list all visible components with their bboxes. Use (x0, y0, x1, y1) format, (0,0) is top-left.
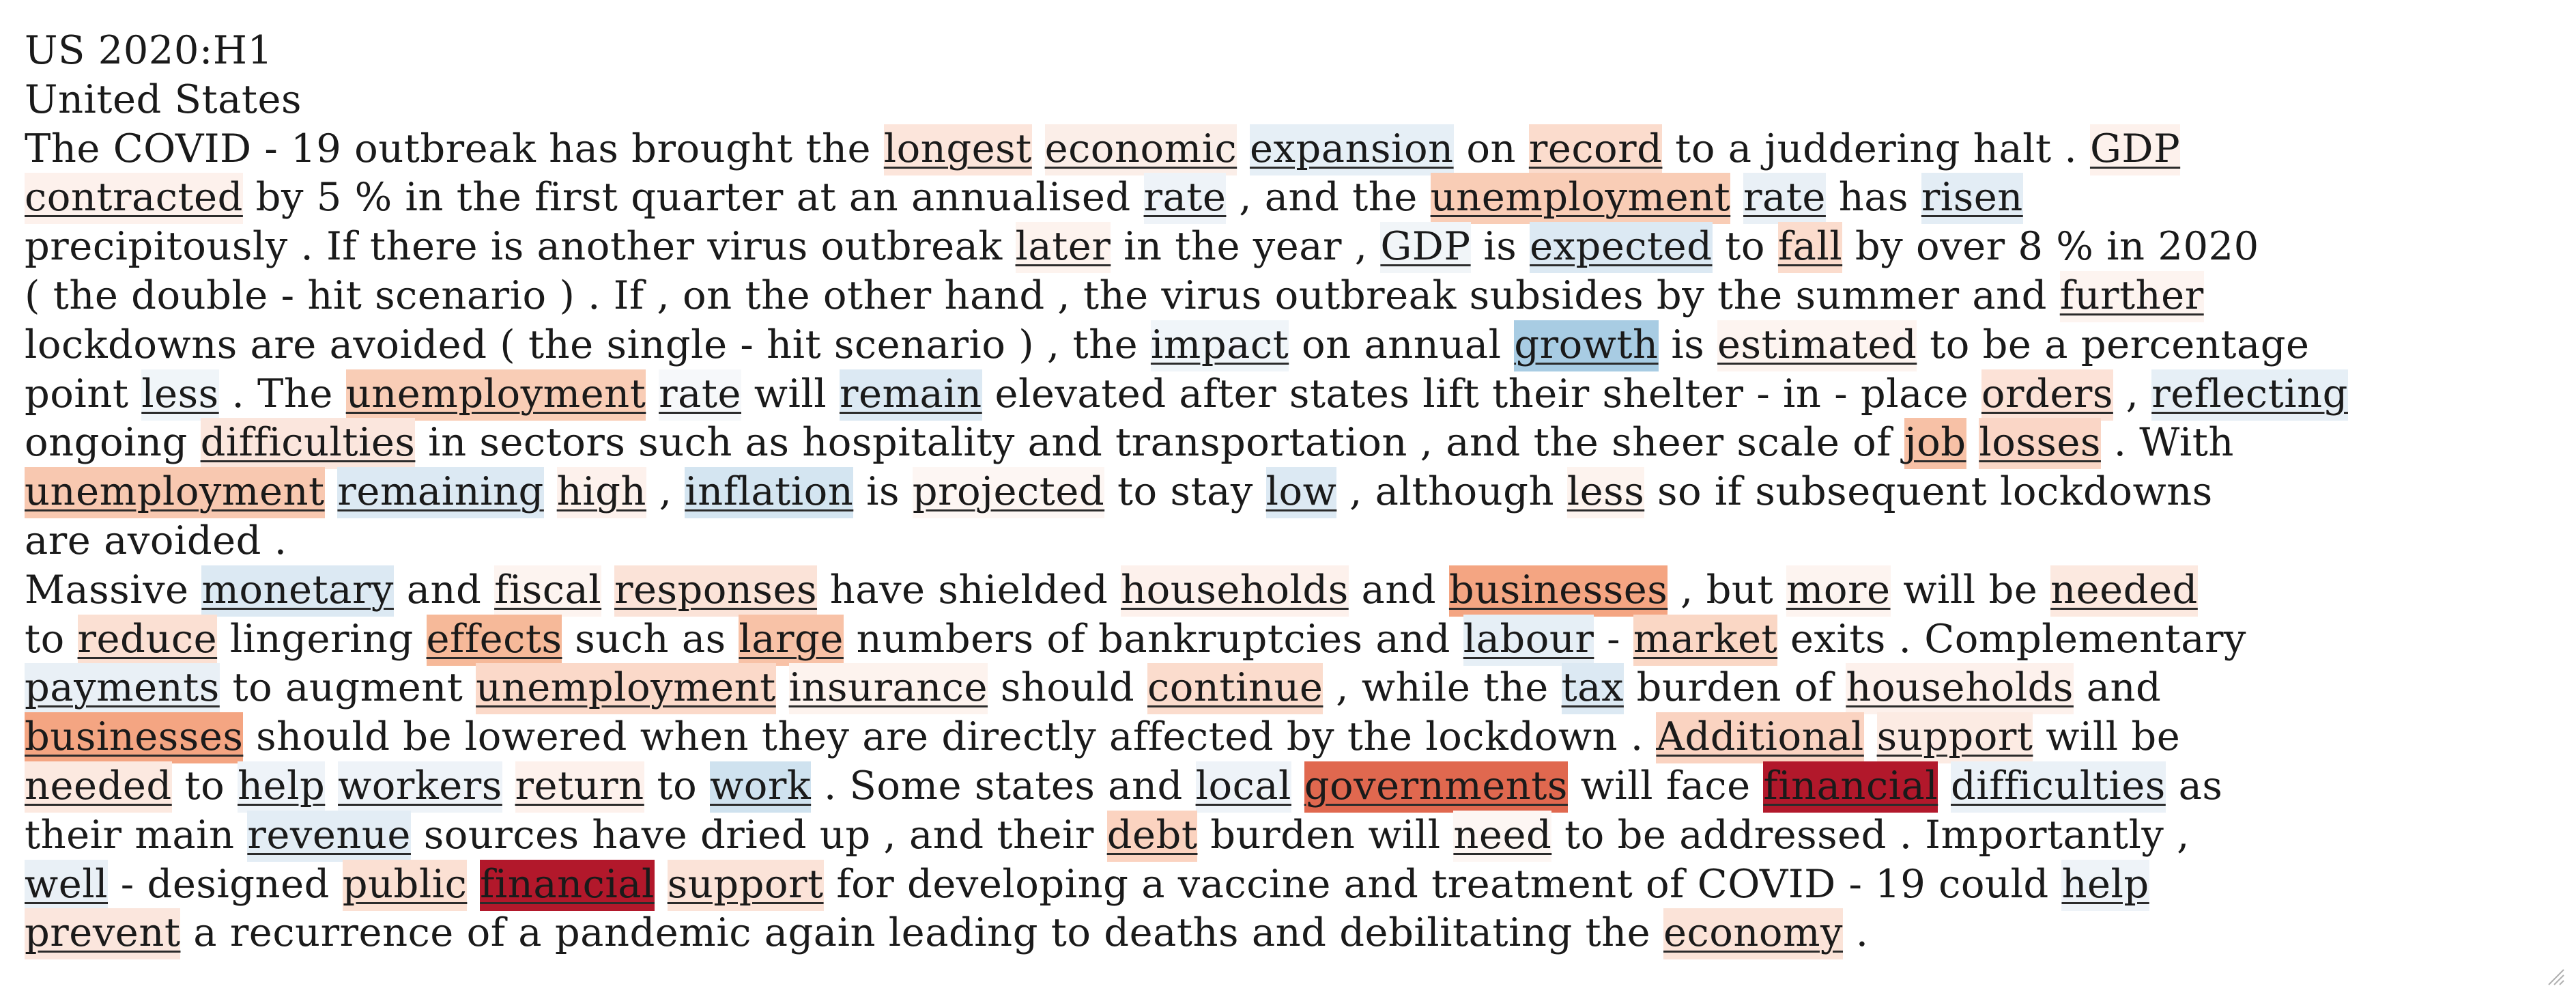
highlighted-word: workers (338, 761, 502, 813)
text-span: . Some states and (811, 762, 1196, 809)
text-span: such as (562, 615, 739, 662)
text-line (25, 418, 2550, 467)
text-span: point (25, 370, 142, 417)
highlighted-word: less (1567, 467, 1644, 518)
text-span (646, 371, 659, 417)
highlighted-word: economic (1045, 124, 1237, 175)
text-span: for developing a vaccine and treatment of COVID - 19 could (823, 860, 2062, 907)
text-span: by 5 % in the first quarter at an annualised (242, 174, 1144, 221)
text-span: a recurrence of a pandemic again leading to deaths and debilitating the (180, 910, 1663, 956)
text-span: to a juddering halt . (1662, 125, 2090, 171)
highlighted-word: market (1633, 615, 1777, 666)
text-span: will face (1567, 762, 1764, 809)
text-span (1966, 419, 1979, 465)
highlighted-word: governments (1304, 761, 1568, 813)
text-span: United States (25, 76, 302, 122)
text-span: ongoing (25, 419, 201, 466)
text-span: to be addressed . Importantly , (1551, 811, 2190, 858)
text-span (1730, 174, 1743, 220)
text-span: so if subsequent lockdowns (1644, 468, 2213, 515)
highlighted-word: help (238, 761, 325, 813)
highlighted-word: orders (1981, 369, 2113, 421)
resize-grip-icon[interactable] (2543, 964, 2566, 987)
highlighted-word: labour (1463, 615, 1594, 666)
text-span: sources have dried up , and their (410, 811, 1107, 858)
highlighted-word: impact (1151, 320, 1289, 371)
highlighted-word: payments (25, 663, 220, 714)
highlighted-word: GDP (2090, 124, 2180, 175)
text-span: , although (1336, 468, 1567, 515)
highlighted-word: needed (25, 761, 172, 813)
highlighted-word: remaining (337, 467, 543, 518)
text-span: and (1348, 566, 1449, 613)
text-span: lingering (217, 615, 427, 662)
text-span: in the year , (1111, 223, 1381, 270)
highlighted-word: return (515, 761, 644, 813)
highlighted-word: support (1877, 712, 2033, 763)
text-span (655, 861, 668, 907)
text-span: should be lowered when they are directly affected by the lockdown . (243, 714, 1657, 760)
text-line (25, 860, 2550, 909)
highlighted-word: longest (884, 124, 1032, 175)
highlighted-word: financial (1763, 761, 1938, 813)
text-span: on annual (1289, 321, 1515, 367)
highlighted-word: financial (480, 860, 655, 911)
text-span (467, 861, 480, 907)
text-span: , (646, 468, 685, 515)
highlighted-word: unemployment (346, 369, 646, 421)
text-span (776, 664, 789, 710)
highlighted-word: reduce (78, 615, 218, 666)
text-span: lockdowns are avoided ( the single - hit scenario ) , the (25, 321, 1151, 367)
text-line (25, 908, 2550, 957)
text-span: to augment (219, 664, 476, 711)
text-line (25, 615, 2550, 664)
text-span: as (2165, 762, 2223, 809)
text-span: will (741, 370, 840, 417)
highlighted-word: contracted (25, 173, 243, 224)
highlighted-text-document (25, 26, 2550, 957)
highlighted-word: need (1453, 811, 1551, 862)
text-line (25, 712, 2550, 761)
text-span (1938, 763, 1951, 809)
text-span: . (1843, 910, 1869, 956)
text-line (25, 124, 2550, 173)
text-span (544, 468, 557, 514)
text-span: and (2073, 664, 2162, 711)
highlighted-word: responses (614, 565, 817, 617)
highlighted-word: needed (2050, 565, 2198, 617)
highlighted-word: losses (1979, 418, 2101, 469)
highlighted-word: Additional (1656, 712, 1863, 763)
text-span: to stay (1104, 468, 1266, 515)
text-line (25, 320, 2550, 369)
text-span: . The (218, 370, 346, 417)
highlighted-word: rate (1743, 173, 1826, 224)
text-line (25, 369, 2550, 419)
highlighted-word: growth (1514, 320, 1658, 371)
text-span: elevated after states lift their shelter - in - place (982, 370, 1981, 417)
text-span: to (171, 762, 238, 809)
highlighted-word: record (1529, 124, 1663, 175)
highlighted-word: unemployment (25, 467, 325, 518)
highlighted-word: households (1846, 663, 2074, 714)
highlighted-word: projected (913, 467, 1104, 518)
highlighted-word: expected (1530, 222, 1712, 273)
text-line (25, 173, 2550, 222)
highlighted-word: unemployment (476, 663, 776, 714)
highlighted-word: public (343, 860, 468, 911)
text-line (25, 222, 2550, 271)
text-line (25, 516, 2550, 565)
highlighted-word: large (739, 615, 844, 666)
text-span (601, 567, 614, 613)
text-span (1864, 714, 1877, 759)
highlighted-word: insurance (789, 663, 988, 714)
text-span: to (1712, 223, 1778, 270)
text-span (1032, 126, 1045, 171)
text-span: in sectors such as hospitality and transportation , and the sheer scale of (415, 419, 1904, 466)
text-span (325, 468, 338, 514)
text-span: on (1453, 125, 1529, 171)
text-span: numbers of bankruptcies and (843, 615, 1463, 662)
text-span: , but (1668, 566, 1786, 613)
text-span (325, 763, 338, 809)
text-span: burden will (1197, 811, 1454, 858)
text-span: will be (2033, 714, 2181, 760)
text-span: Massive (25, 566, 202, 613)
text-span (502, 763, 515, 809)
highlighted-word: unemployment (1431, 173, 1731, 224)
highlighted-word: businesses (1449, 565, 1668, 617)
text-span (1237, 126, 1250, 171)
highlighted-word: job (1904, 418, 1966, 469)
text-span: are avoided . (25, 517, 287, 563)
highlighted-word: support (668, 860, 824, 911)
highlighted-word: households (1121, 565, 1349, 617)
text-line (25, 26, 2550, 75)
text-span: exits . Complementary (1777, 615, 2247, 662)
text-line (25, 761, 2550, 811)
highlighted-word: monetary (201, 565, 394, 617)
highlighted-word: economy (1663, 908, 1843, 959)
highlighted-word: more (1786, 565, 1891, 617)
text-span: ( the double - hit scenario ) . If , on the other hand , the virus outbreak subsides by the summer and (25, 272, 2060, 318)
text-span: - (1594, 615, 1633, 662)
highlighted-word: less (141, 369, 218, 421)
text-span: should (988, 664, 1147, 711)
highlighted-word: later (1016, 222, 1111, 273)
highlighted-word: fiscal (494, 565, 601, 617)
highlighted-word: well (25, 860, 108, 911)
text-span: and (393, 566, 495, 613)
text-span: burden of (1623, 664, 1846, 711)
highlighted-word: prevent (25, 908, 180, 959)
text-line (25, 271, 2550, 320)
highlighted-word: rate (1144, 173, 1227, 224)
highlighted-word: risen (1921, 173, 2023, 224)
text-span: precipitously . If there is another virus outbreak (25, 223, 1016, 270)
text-span: The COVID - 19 outbreak has brought the (25, 125, 884, 171)
highlighted-word: remain (840, 369, 982, 421)
highlighted-word: difficulties (201, 418, 416, 469)
text-span: , while the (1323, 664, 1562, 711)
text-span (1291, 763, 1304, 809)
text-span: will be (1890, 566, 2051, 613)
highlighted-word: low (1266, 467, 1337, 518)
text-span: their main (25, 811, 248, 858)
text-span: to (25, 615, 78, 662)
highlighted-word: further (2060, 271, 2204, 322)
text-span: to (644, 762, 710, 809)
highlighted-word: tax (1562, 663, 1624, 714)
highlighted-word: reflecting (2151, 369, 2348, 421)
text-span: is (853, 468, 913, 515)
text-span: . With (2100, 419, 2234, 466)
text-span: have shielded (816, 566, 1121, 613)
highlighted-word: continue (1147, 663, 1323, 714)
highlighted-word: work (710, 761, 811, 813)
highlighted-word: expansion (1250, 124, 1454, 175)
highlighted-word: debt (1107, 811, 1198, 862)
highlighted-word: difficulties (1951, 761, 2166, 813)
text-span: has (1825, 174, 1921, 221)
highlighted-word: estimated (1717, 320, 1917, 371)
text-line (25, 565, 2550, 615)
text-span: by over 8 % in 2020 (1842, 223, 2259, 270)
highlighted-word: fall (1778, 222, 1842, 273)
highlighted-word: GDP (1380, 222, 1470, 273)
text-line (25, 467, 2550, 516)
text-span: , (2113, 370, 2152, 417)
highlighted-word: high (557, 467, 646, 518)
highlighted-word: inflation (685, 467, 853, 518)
highlighted-word: help (2061, 860, 2149, 911)
text-span: is (1658, 321, 1718, 367)
highlighted-word: local (1196, 761, 1291, 813)
text-line (25, 75, 2550, 124)
text-span: US 2020:H1 (25, 27, 273, 73)
text-span: - designed (108, 860, 343, 907)
text-span: is (1470, 223, 1530, 270)
text-line (25, 811, 2550, 860)
text-span: , and the (1226, 174, 1431, 221)
highlighted-word: rate (659, 369, 741, 421)
text-span: to be a percentage (1917, 321, 2310, 367)
highlighted-word: revenue (247, 811, 411, 862)
highlighted-word: effects (427, 615, 562, 666)
highlighted-word: businesses (25, 712, 243, 763)
text-line (25, 663, 2550, 712)
